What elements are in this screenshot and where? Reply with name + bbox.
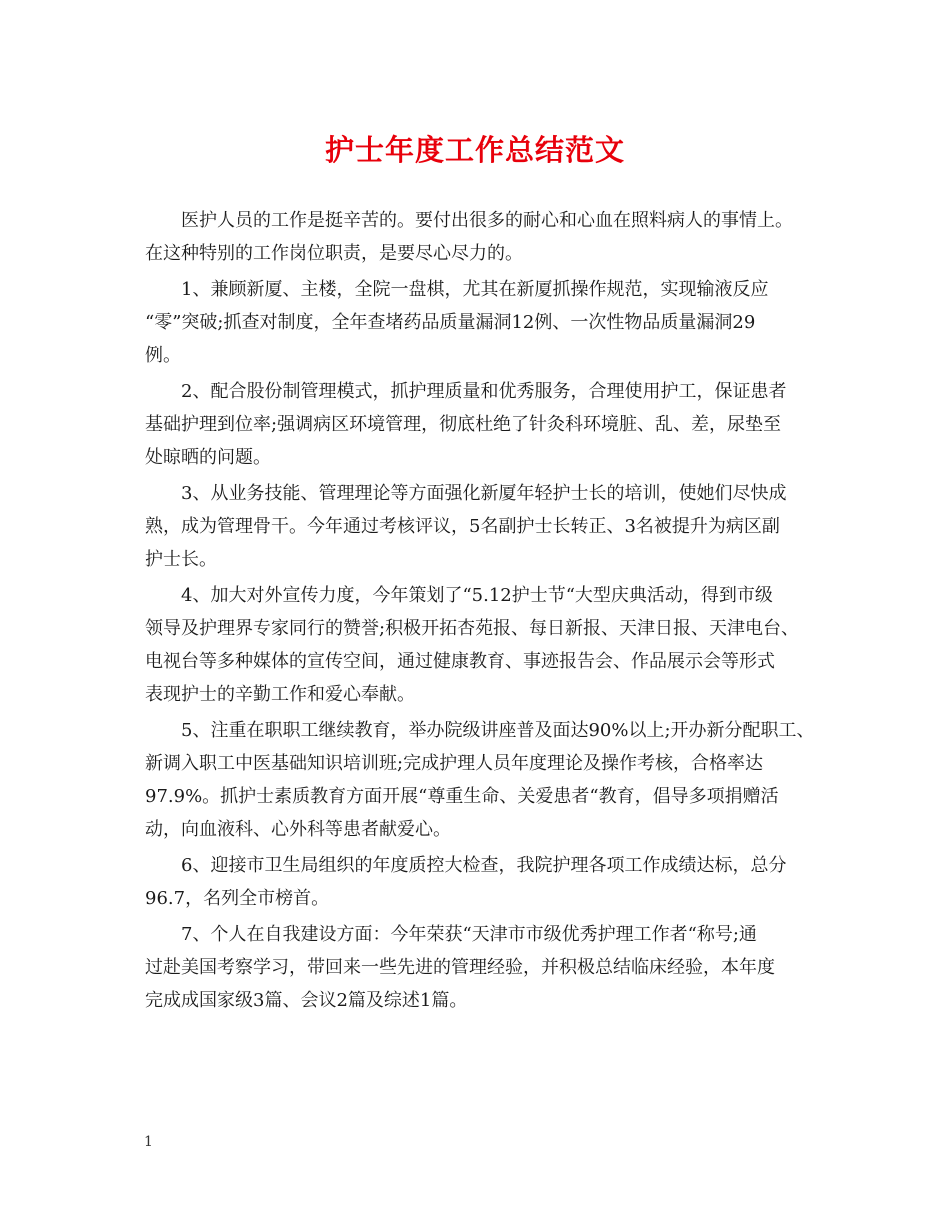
- text-line: 过赴美国考察学习，带回来一些先进的管理经验，并积极总结临床经验，本年度: [145, 957, 775, 978]
- paragraph-intro: [145, 204, 825, 270]
- text-line: 熟，成为管理骨干。今年通过考核评议，5名副护士长转正、3名被提升为病区副: [145, 516, 780, 537]
- paragraph-item-3: [145, 477, 825, 576]
- text-line: 97.9%。抓护士素质教育方面开展“尊重生命、关爱患者“教育，倡导多项捐赠活: [145, 786, 779, 807]
- paragraph-item-1: [145, 273, 825, 372]
- paragraph-item-5: [145, 714, 825, 846]
- page-number: 1: [144, 1134, 153, 1150]
- text-line: 电视台等多种媒体的宣传空间，通过健康教育、事迹报告会、作品展示会等形式: [145, 651, 775, 672]
- text-line: “零”突破;抓查对制度，全年查堵药品质量漏洞12例、一次性物品质量漏洞29: [145, 312, 756, 333]
- text-line: 4、加大对外宣传力度，今年策划了“5.12护士节“大型庆典活动，得到市级: [181, 585, 773, 606]
- text-line: 6、迎接市卫生局组织的年度质控大检查，我院护理各项工作成绩达标，总分: [181, 855, 787, 876]
- paragraph-item-7: [145, 918, 825, 1017]
- text-line: 5、注重在职职工继续教育，举办院级讲座普及面达90%以上;开办新分配职工、: [181, 720, 815, 741]
- text-line: 表现护士的辛勤工作和爱心奉献。: [145, 684, 415, 705]
- paragraph-item-6: [145, 849, 825, 915]
- text-line: 动，向血液科、心外科等患者献爱心。: [145, 819, 451, 840]
- text-line: 7、个人在自我建设方面：今年荣获“天津市市级优秀护理工作者“称号;通: [181, 924, 757, 945]
- text-line: 2、配合股份制管理模式，抓护理质量和优秀服务，合理使用护工，保证患者: [181, 381, 787, 402]
- text-line: 医护人员的工作是挺辛苦的。要付出很多的耐心和心血在照料病人的事情上。: [181, 210, 793, 231]
- text-line: 96.7，名列全市榜首。: [145, 888, 330, 909]
- text-line: 1、兼顾新厦、主楼，全院一盘棋，尤其在新厦抓操作规范，实现输液反应: [181, 279, 769, 300]
- text-line: 例。: [145, 345, 181, 366]
- document-body: [145, 204, 825, 1020]
- text-line: 在这种特别的工作岗位职责，是要尽心尽力的。: [145, 243, 523, 264]
- text-line: 新调入职工中医基础知识培训班;完成护理人员年度理论及操作考核，合格率达: [145, 753, 764, 774]
- paragraph-item-4: [145, 579, 825, 711]
- text-line: 完成成国家级3篇、会议2篇及综述1篇。: [145, 990, 468, 1011]
- text-line: 领导及护理界专家同行的赞誉;积极开拓杏苑报、每日新报、天津日报、天津电台、: [145, 618, 800, 639]
- paragraph-item-2: [145, 375, 825, 474]
- text-line: 3、从业务技能、管理理论等方面强化新厦年轻护士长的培训，使她们尽快成: [181, 483, 787, 504]
- text-line: 基础护理到位率;强调病区环境管理，彻底杜绝了针灸科环境脏、乱、差，尿垫至: [145, 414, 782, 435]
- document-title: 护士年度工作总结范文: [324, 133, 625, 167]
- text-line: 处晾晒的问题。: [145, 447, 271, 468]
- text-line: 护士长。: [145, 549, 217, 570]
